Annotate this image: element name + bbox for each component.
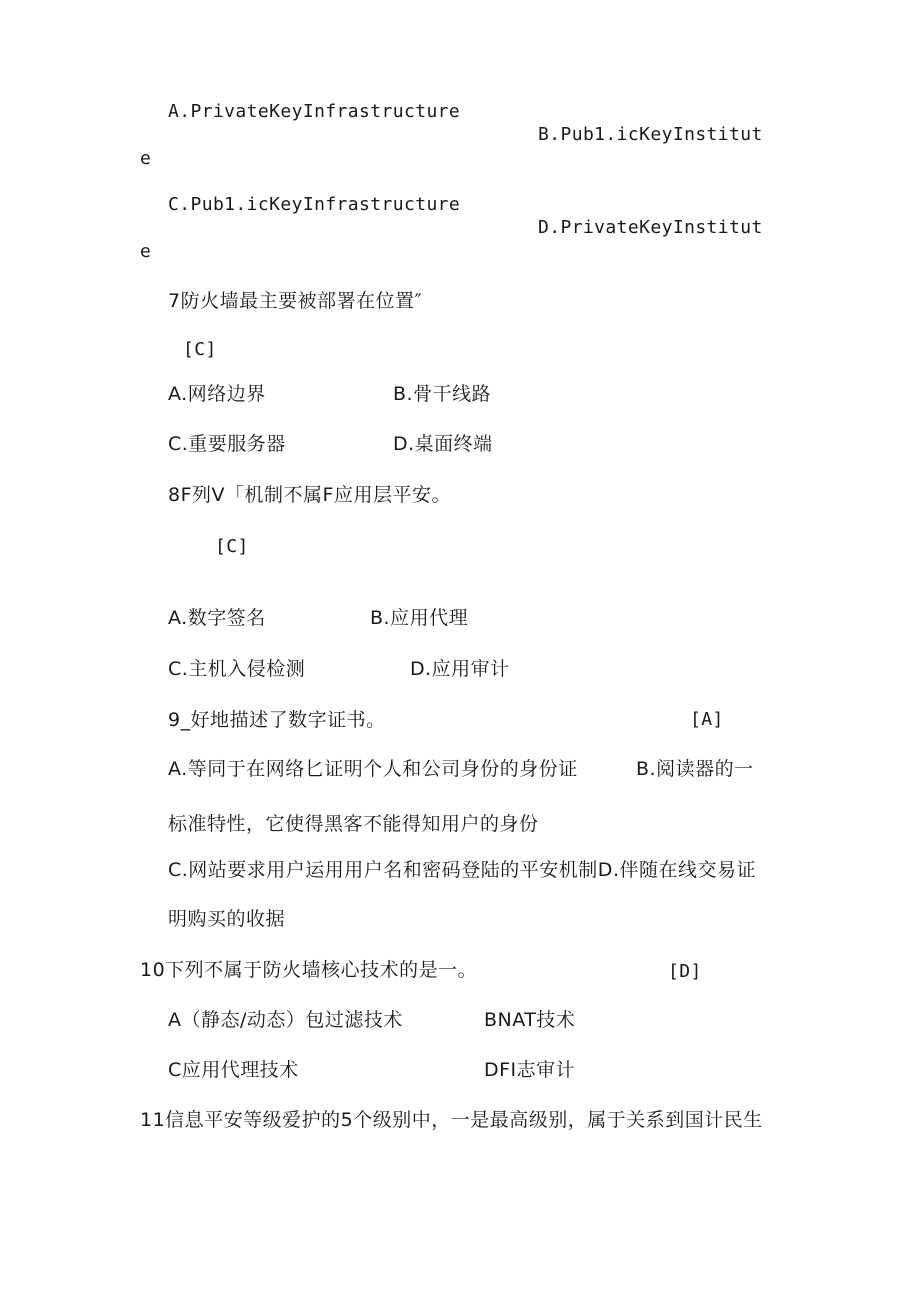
q8-option-a: A.数字签名	[168, 607, 266, 629]
q8-option-d: D.应用审计	[410, 658, 510, 680]
q7-option-c: C.重要服务器	[168, 433, 286, 455]
q9-option-c: C.网站要求用户运用用户名和密码登陆的平安机制D.伴随在线交易证	[168, 859, 756, 881]
q7-option-d: D.桌面终端	[393, 433, 493, 455]
q10-option-c: C应用代理技术	[168, 1059, 299, 1081]
q10-option-a: A（静态/动态）包过滤技术	[168, 1009, 403, 1031]
q9-option-a: A.等同于在网络匕证明个人和公司身份的身份证	[168, 758, 578, 780]
q6-option-d-wrap: e	[140, 241, 152, 262]
q9-answer: [A]	[690, 709, 724, 730]
q7-option-b: B.骨干线路	[393, 383, 492, 405]
q10-option-d: DFI志审计	[484, 1059, 576, 1081]
q9-option-c-wrap: 明购买的收据	[168, 908, 286, 930]
q6-option-a: A.PrivateKeyInfrastructure	[168, 101, 461, 122]
q9-option-b-wrap: 标准特性，它使得黑客不能得知用户的身份	[168, 813, 539, 835]
q6-option-c: C.Pub1.icKeyInfrastructure	[168, 194, 461, 215]
q10-answer: [D]	[668, 961, 702, 982]
q9-question: 9_好地描述了数字证书。	[168, 709, 386, 731]
q7-question: 7防火墙最主要被部署在位置″	[168, 290, 423, 312]
q11-question: 11信息平安等级爱护的5个级别中，一是最高级别，属于关系到国计民生	[140, 1109, 763, 1131]
q8-question: 8F列V「机制不属F应用层平安。	[168, 484, 451, 506]
q8-option-c: C.主机入侵检测	[168, 658, 306, 680]
q7-option-a: A.网络边界	[168, 383, 266, 405]
q6-option-b-wrap: e	[140, 148, 152, 169]
q8-answer: [C]	[215, 536, 249, 557]
q9-option-b: B.阅读器的一	[636, 758, 754, 780]
q6-option-d: D.PrivateKeyInstitut	[538, 217, 763, 238]
q10-option-b: BNAT技术	[484, 1009, 576, 1031]
q8-option-b: B.应用代理	[370, 607, 469, 629]
q6-option-b: B.Pub1.icKeyInstitut	[538, 124, 763, 145]
q10-question: 10下列不属于防火墙核心技术的是一。	[140, 959, 478, 981]
q7-answer: [C]	[183, 339, 217, 360]
